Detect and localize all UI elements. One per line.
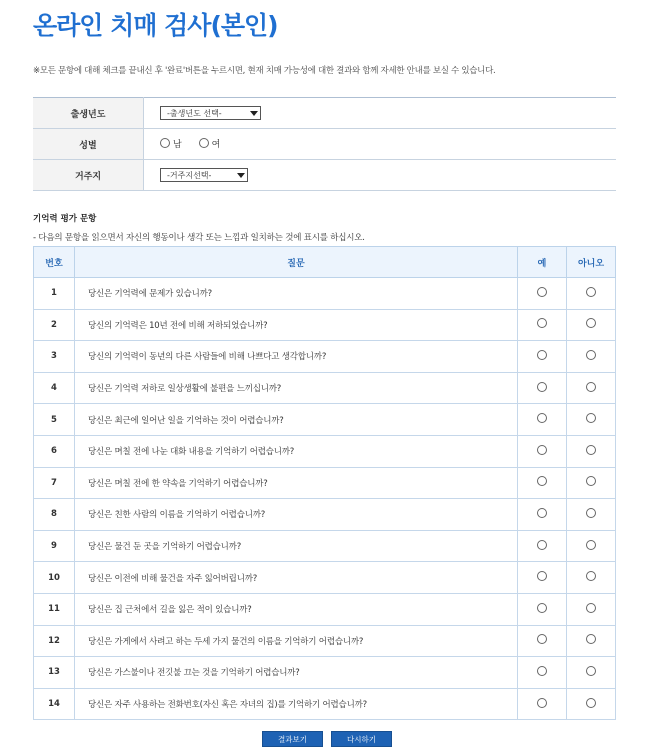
no-radio[interactable] bbox=[586, 508, 596, 518]
question-number: 14 bbox=[34, 688, 75, 720]
gender-male-label: 남 bbox=[173, 139, 182, 150]
header-no: 아니오 bbox=[567, 247, 616, 278]
action-buttons bbox=[0, 731, 654, 747]
question-text: 당신은 물건 둔 곳을 기억하기 어렵습니까? bbox=[75, 530, 518, 562]
question-row bbox=[34, 341, 616, 373]
birth-year-select-value: -출생년도 선택- bbox=[167, 108, 222, 118]
no-radio[interactable] bbox=[586, 571, 596, 581]
question-text: 당신은 이전에 비해 물건을 자주 잃어버립니까? bbox=[75, 562, 518, 594]
question-number: 3 bbox=[34, 341, 75, 373]
view-result-button[interactable]: 결과보기 bbox=[262, 731, 323, 747]
question-list bbox=[34, 278, 616, 720]
no-radio[interactable] bbox=[586, 603, 596, 613]
question-number: 5 bbox=[34, 404, 75, 436]
yes-radio[interactable] bbox=[537, 287, 547, 297]
yes-radio[interactable] bbox=[537, 508, 547, 518]
yes-radio[interactable] bbox=[537, 413, 547, 423]
no-radio[interactable] bbox=[586, 476, 596, 486]
question-table bbox=[33, 246, 616, 720]
question-row bbox=[34, 309, 616, 341]
question-row bbox=[34, 593, 616, 625]
residence-select[interactable] bbox=[160, 168, 248, 182]
no-radio[interactable] bbox=[586, 350, 596, 360]
yes-radio[interactable] bbox=[537, 318, 547, 328]
question-text: 당신은 기억력 저하로 일상생활에 불편을 느끼십니까? bbox=[75, 372, 518, 404]
birth-year-label: 출생년도 bbox=[33, 98, 144, 129]
question-row bbox=[34, 657, 616, 689]
question-text: 당신의 기억력이 동년의 다른 사람들에 비해 나쁘다고 생각합니까? bbox=[75, 341, 518, 373]
question-text: 당신은 며칠 전에 나눈 대화 내용을 기억하기 어렵습니까? bbox=[75, 435, 518, 467]
residence-label: 거주지 bbox=[33, 160, 144, 191]
birth-year-row bbox=[33, 98, 616, 129]
no-radio[interactable] bbox=[586, 382, 596, 392]
yes-radio[interactable] bbox=[537, 571, 547, 581]
no-radio[interactable] bbox=[586, 698, 596, 708]
section-description: - 다음의 문항을 읽으면서 자신의 행동이나 생각 또는 느낌과 일치하는 것에 표시를 하십시오. bbox=[33, 233, 365, 243]
no-radio[interactable] bbox=[586, 445, 596, 455]
gender-male-option[interactable] bbox=[160, 137, 182, 150]
no-radio[interactable] bbox=[586, 666, 596, 676]
question-number: 4 bbox=[34, 372, 75, 404]
yes-radio[interactable] bbox=[537, 634, 547, 644]
gender-female-radio[interactable] bbox=[199, 138, 209, 148]
header-number: 번호 bbox=[34, 247, 75, 278]
question-row bbox=[34, 625, 616, 657]
gender-female-label: 여 bbox=[211, 139, 221, 150]
yes-radio[interactable] bbox=[537, 603, 547, 613]
gender-female-option[interactable] bbox=[199, 137, 221, 150]
question-row bbox=[34, 467, 616, 499]
chevron-down-icon bbox=[237, 173, 245, 178]
question-number: 11 bbox=[34, 593, 75, 625]
question-number: 6 bbox=[34, 435, 75, 467]
yes-radio[interactable] bbox=[537, 540, 547, 550]
question-text: 당신은 집 근처에서 길을 잃은 적이 있습니까? bbox=[75, 593, 518, 625]
question-row bbox=[34, 278, 616, 310]
question-row bbox=[34, 404, 616, 436]
yes-radio[interactable] bbox=[537, 382, 547, 392]
question-number: 1 bbox=[34, 278, 75, 310]
yes-radio[interactable] bbox=[537, 445, 547, 455]
residence-row bbox=[33, 160, 616, 191]
birth-year-select[interactable] bbox=[160, 106, 261, 120]
gender-row bbox=[33, 129, 616, 160]
question-number: 2 bbox=[34, 309, 75, 341]
question-text: 당신은 가게에서 사려고 하는 두세 가지 물건의 이름을 기억하기 어렵습니까? bbox=[75, 625, 518, 657]
question-row bbox=[34, 688, 616, 720]
question-row bbox=[34, 530, 616, 562]
page-title: 온라인 치매 검사(본인) bbox=[33, 11, 278, 40]
personal-info-table bbox=[33, 97, 616, 191]
question-table-header bbox=[34, 247, 616, 278]
question-number: 13 bbox=[34, 657, 75, 689]
question-text: 당신은 기억력에 문제가 있습니까? bbox=[75, 278, 518, 310]
question-row bbox=[34, 562, 616, 594]
question-text: 당신은 며칠 전에 한 약속을 기억하기 어렵습니까? bbox=[75, 467, 518, 499]
question-number: 10 bbox=[34, 562, 75, 594]
question-text: 당신은 친한 사람의 이름을 기억하기 어렵습니까? bbox=[75, 499, 518, 531]
instruction-notice: ※모든 문항에 대해 체크를 끝내신 후 '완료'버튼을 누르시면, 현재 치매 가능성에 대한 결과와 함께 자세한 안내를 보실 수 있습니다. bbox=[33, 66, 496, 76]
header-question: 질문 bbox=[75, 247, 518, 278]
question-number: 9 bbox=[34, 530, 75, 562]
question-number: 8 bbox=[34, 499, 75, 531]
yes-radio[interactable] bbox=[537, 698, 547, 708]
no-radio[interactable] bbox=[586, 634, 596, 644]
question-number: 12 bbox=[34, 625, 75, 657]
yes-radio[interactable] bbox=[537, 350, 547, 360]
header-yes: 예 bbox=[518, 247, 567, 278]
gender-label: 성별 bbox=[33, 129, 144, 160]
section-title: 기억력 평가 문항 bbox=[33, 214, 97, 224]
residence-select-value: -거주지선택- bbox=[167, 170, 212, 180]
reset-button[interactable]: 다시하기 bbox=[331, 731, 392, 747]
question-text: 당신은 가스불이나 전깃불 끄는 것을 기억하기 어렵습니까? bbox=[75, 657, 518, 689]
gender-male-radio[interactable] bbox=[160, 138, 170, 148]
question-row bbox=[34, 435, 616, 467]
yes-radio[interactable] bbox=[537, 476, 547, 486]
yes-radio[interactable] bbox=[537, 666, 547, 676]
no-radio[interactable] bbox=[586, 287, 596, 297]
chevron-down-icon bbox=[250, 111, 258, 116]
no-radio[interactable] bbox=[586, 540, 596, 550]
question-text: 당신은 자주 사용하는 전화번호(자신 혹은 자녀의 집)를 기억하기 어렵습니까? bbox=[75, 688, 518, 720]
question-text: 당신의 기억력은 10년 전에 비해 저하되었습니까? bbox=[75, 309, 518, 341]
question-text: 당신은 최근에 일어난 일을 기억하는 것이 어렵습니까? bbox=[75, 404, 518, 436]
no-radio[interactable] bbox=[586, 413, 596, 423]
question-row bbox=[34, 372, 616, 404]
question-row bbox=[34, 499, 616, 531]
no-radio[interactable] bbox=[586, 318, 596, 328]
question-number: 7 bbox=[34, 467, 75, 499]
